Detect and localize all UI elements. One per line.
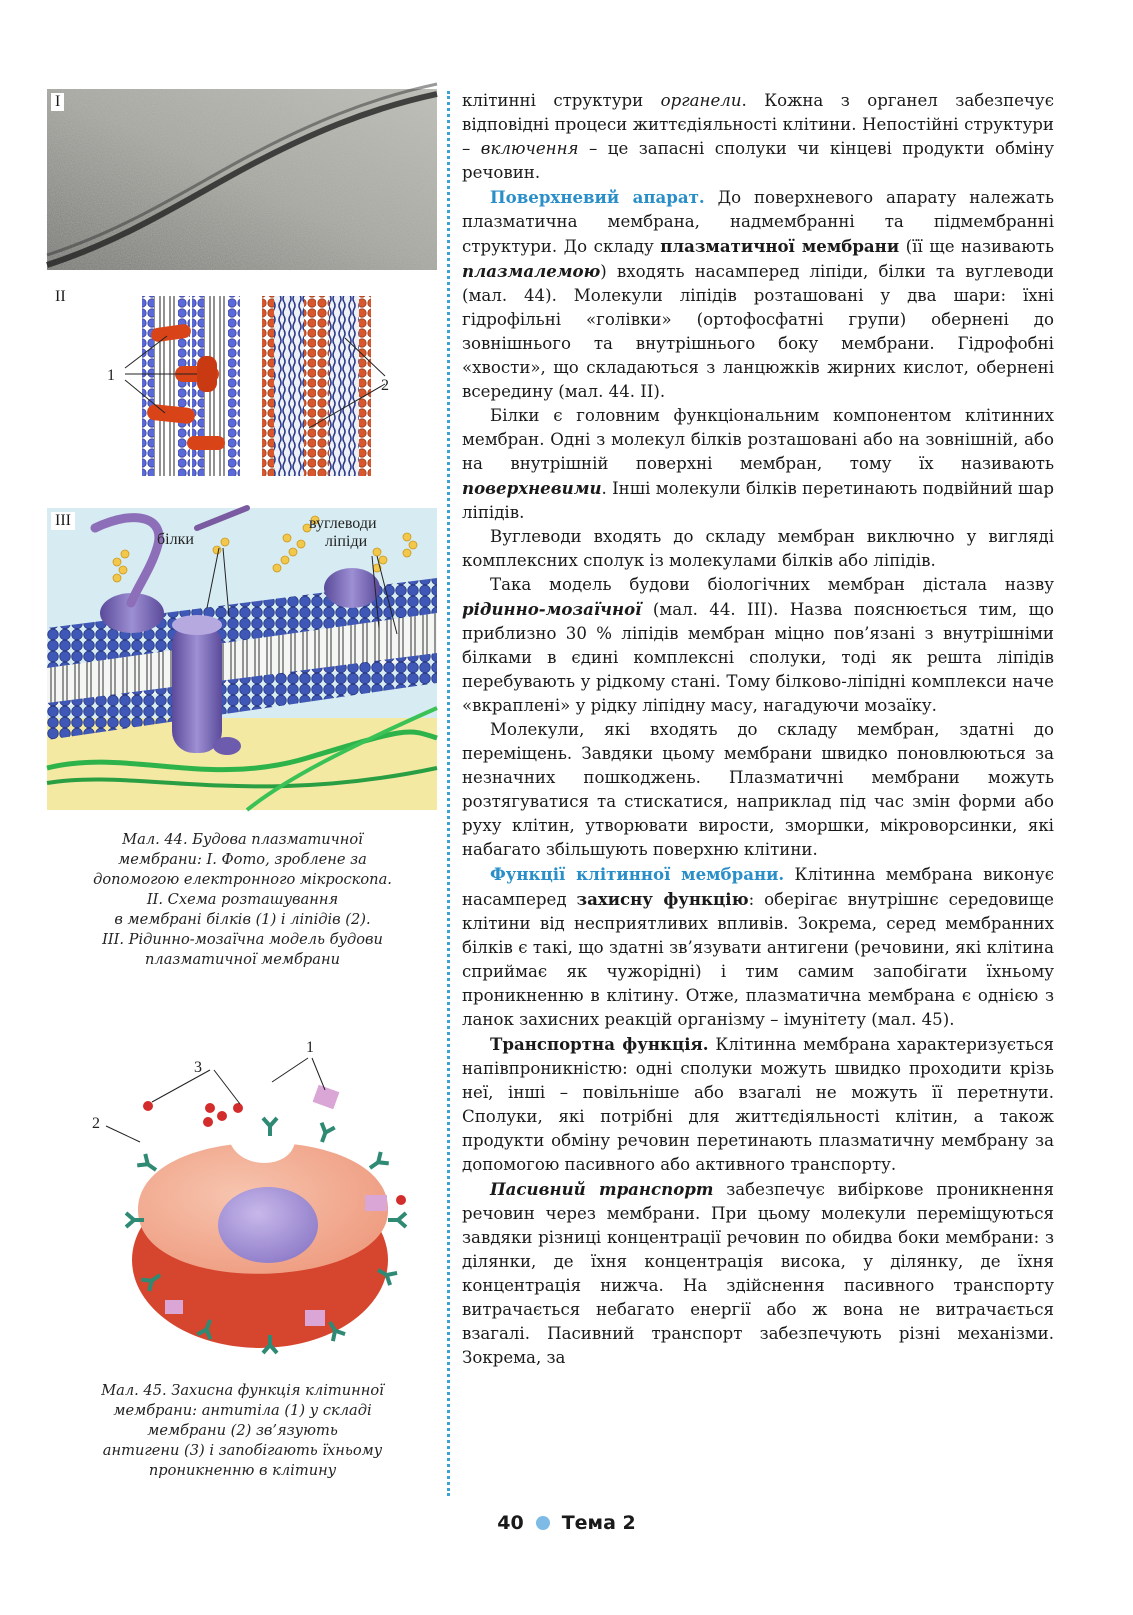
caption-line: Мал. 44. Будова плазматичної [122,831,363,848]
text-span: До поверхневого апарату належать плазматична мембрана, надмембранні та підмембранні структури. До складу [462,188,1054,256]
page-footer [0,1512,1133,1534]
section-heading-surface-apparatus: Поверхневий апарат. [490,187,705,207]
caption-line: в мембрані білків (1) і ліпідів (2). [114,911,371,928]
lipid-marker-2: 2 [381,377,389,394]
figure-44-caption [50,830,435,970]
text-span: ) входять насамперед ліпіди, білки та вуглеводи (мал. 44). Молекули ліпідів розташовані у два шари: їхні гідрофільні «голівки» (ортофосфатні групи) обернені до зовнішнього та внутрішнього боку мембрани. Гідрофобні «хвости», що складаються з ланцюжків жирних кислот, обернені всередину (мал. 44. II). [462,262,1054,401]
label-proteins: білки [157,531,194,548]
term-protective-function: захисну функцію [576,889,749,909]
term-fluid-mosaic: рідинно-мозаїчної [462,599,642,619]
label-carbohydrates: вуглеводи [309,515,377,532]
heading-transport-function: Транспортна функція. [490,1034,709,1054]
caption-line: Мал. 45. Захисна функція клітинної [101,1382,384,1399]
paragraph-fluid-mosaic [462,573,1054,718]
text-span: Білки є головним функціональним компонентом клітинних мембран. Одні з молекул білків розташовані або на зовнішній, або на внутрішній поверхні мембран, тому їх називають [462,406,1054,473]
panel-ii-label: II [51,288,70,306]
protein-marker-1: 1 [107,367,115,384]
caption-line: допомогою електронного мікроскопа. [93,871,392,888]
caption-line: II. Схема розташування [146,891,339,908]
term-organelles: органели [660,91,742,110]
antibody-marker-1: 1 [306,1039,314,1056]
text-span: Клітинна мембрана виконує насамперед [462,865,1054,909]
cell-antibody-diagram [90,1039,430,1370]
text-span: (мал. 44. III). Назва пояснюється тим, що приблизно 30 % ліпідів мембран міцно пов’язані з внутрішніми білками в єдині комплексні сполуки, тоді як решта ліпідів перебувають у рідкому стані. Тому білково-ліпідні комплекси наче «вкраплені» у рідку ліпідну масу, нагадуючи мозаїку. [462,600,1054,715]
text-span: Клітинна мембрана характеризується напівпроникністю: одні сполуки можуть швидко проходити крізь неї, інші – повільніше або взагалі не можуть її перетнути. Сполуки, які потрібні для життєдіяльності клітин, а також продукти обміну речовин перетинають плазматичну мембрану за допомогою пасивного або активного транспорту. [462,1035,1054,1174]
text-span: забезпечує вибіркове проникнення речовин через мембрани. При цьому молекули переміщуються завдяки різниці концентрації речовин по обидва боки мембрани: з ділянки, де їхня концентрація висока, у ділянку, де їхня концентрація нижча. На здійснення пасивного транспорту витрачається небагато енергії або ж вона не витрачається взагалі. Пасивний транспорт забезпечують різні механізми. Зокрема, за [462,1180,1055,1367]
paragraph-surface-apparatus [462,185,1054,404]
section-heading-membrane-functions: Функції клітинної мембрани. [490,864,785,884]
page-number: 40 [497,1512,524,1534]
term-plasmalemma: плазмалемою [462,261,601,281]
text-span: Така модель будови біологічних мембран дістала назву [490,575,1054,594]
caption-line: плазматичної мембрани [145,951,340,968]
text-span: клітинні структури [462,91,661,110]
paragraph-carbohydrates: Вуглеводи входять до складу мембран виключно у вигляді комплексних сполук із молекулами білків або ліпідів. [462,527,1054,570]
figure-45-caption [50,1381,435,1481]
caption-line: антигени (3) і запобігають їхньому [102,1442,383,1459]
panel-i-label: I [51,93,64,111]
bullet-dot-icon [536,1516,550,1530]
topic-label: Тема 2 [561,1512,636,1534]
fluid-mosaic-diagram [47,508,437,810]
paragraph-proteins [462,404,1054,525]
term-plasma-membrane: плазматичної мембрани [660,236,900,256]
heading-passive-transport: Пасивний транспорт [490,1179,714,1199]
label-lipids: ліпіди [325,533,368,550]
membrane-marker-2: 2 [92,1115,100,1132]
text-span: : оберігає внутрішнє середовище клітини від несприятливих впливів. Зокрема, серед мембранних білків є такі, що здатні зв’язувати антигени (речовини, які клітина сприймає як чужорідні) і тим самим запобігати їхньому проникненню в клітину. Отже, плазматична мембрана є однією з ланок захисних реакцій організму – імунітету (мал. 45). [462,890,1054,1029]
paragraph-membrane-functions [462,862,1054,1032]
term-inclusions: включення [480,139,579,158]
antigen-marker-3: 3 [194,1059,202,1076]
caption-line: мембрани (2) зв’язують [147,1422,338,1439]
paragraph-membrane-mobility: Молекули, які входять до складу мембран, здатні до переміщень. Завдяки цьому мембрани швидко поновлюються за незначних пошкоджень. Плазматичні мембрани можуть розтягуватися та стискатися, наприклад під час змін форми або руху клітин, утворювати вирости, зморшки, мікроворсинки, які набагато збільшують поверхню клітини. [462,720,1054,859]
text-span: (її ще називають [899,237,1054,256]
caption-line: III. Рідинно-мозаїчна модель будови [102,931,383,948]
text-span: – це запасні сполуки чи кінцеві продукти обміну речовин. [462,139,1054,182]
bilayer-diagram [47,288,437,488]
paragraph-transport-function [462,1032,1054,1177]
main-text-column [462,89,1054,1370]
figure-44-bilayer-scheme [47,288,437,488]
panel-iii-label: III [51,512,75,530]
text-span: . Інші молекули білків перетинають подвійний шар ліпідів. [462,479,1054,522]
caption-line: мембрани: I. Фото, зроблене за [118,851,367,868]
column-divider [447,91,450,1496]
figure-44-photo [47,89,437,270]
paragraph-organelles [462,89,1054,185]
figure-45-cell-diagram [90,1039,430,1370]
micrograph-image [47,89,437,270]
caption-line: мембрани: антитіла (1) у складі [113,1402,372,1419]
paragraph-passive-transport [462,1177,1054,1370]
figure-44-fluid-mosaic-model [47,508,437,810]
term-surface-proteins: поверхневими [462,478,602,498]
caption-line: проникненню в клітину [148,1462,337,1479]
text-span: . Кожна з органел забезпечує відповідні процеси життєдіяльності клітини. Непостійні структури – [462,91,1054,158]
